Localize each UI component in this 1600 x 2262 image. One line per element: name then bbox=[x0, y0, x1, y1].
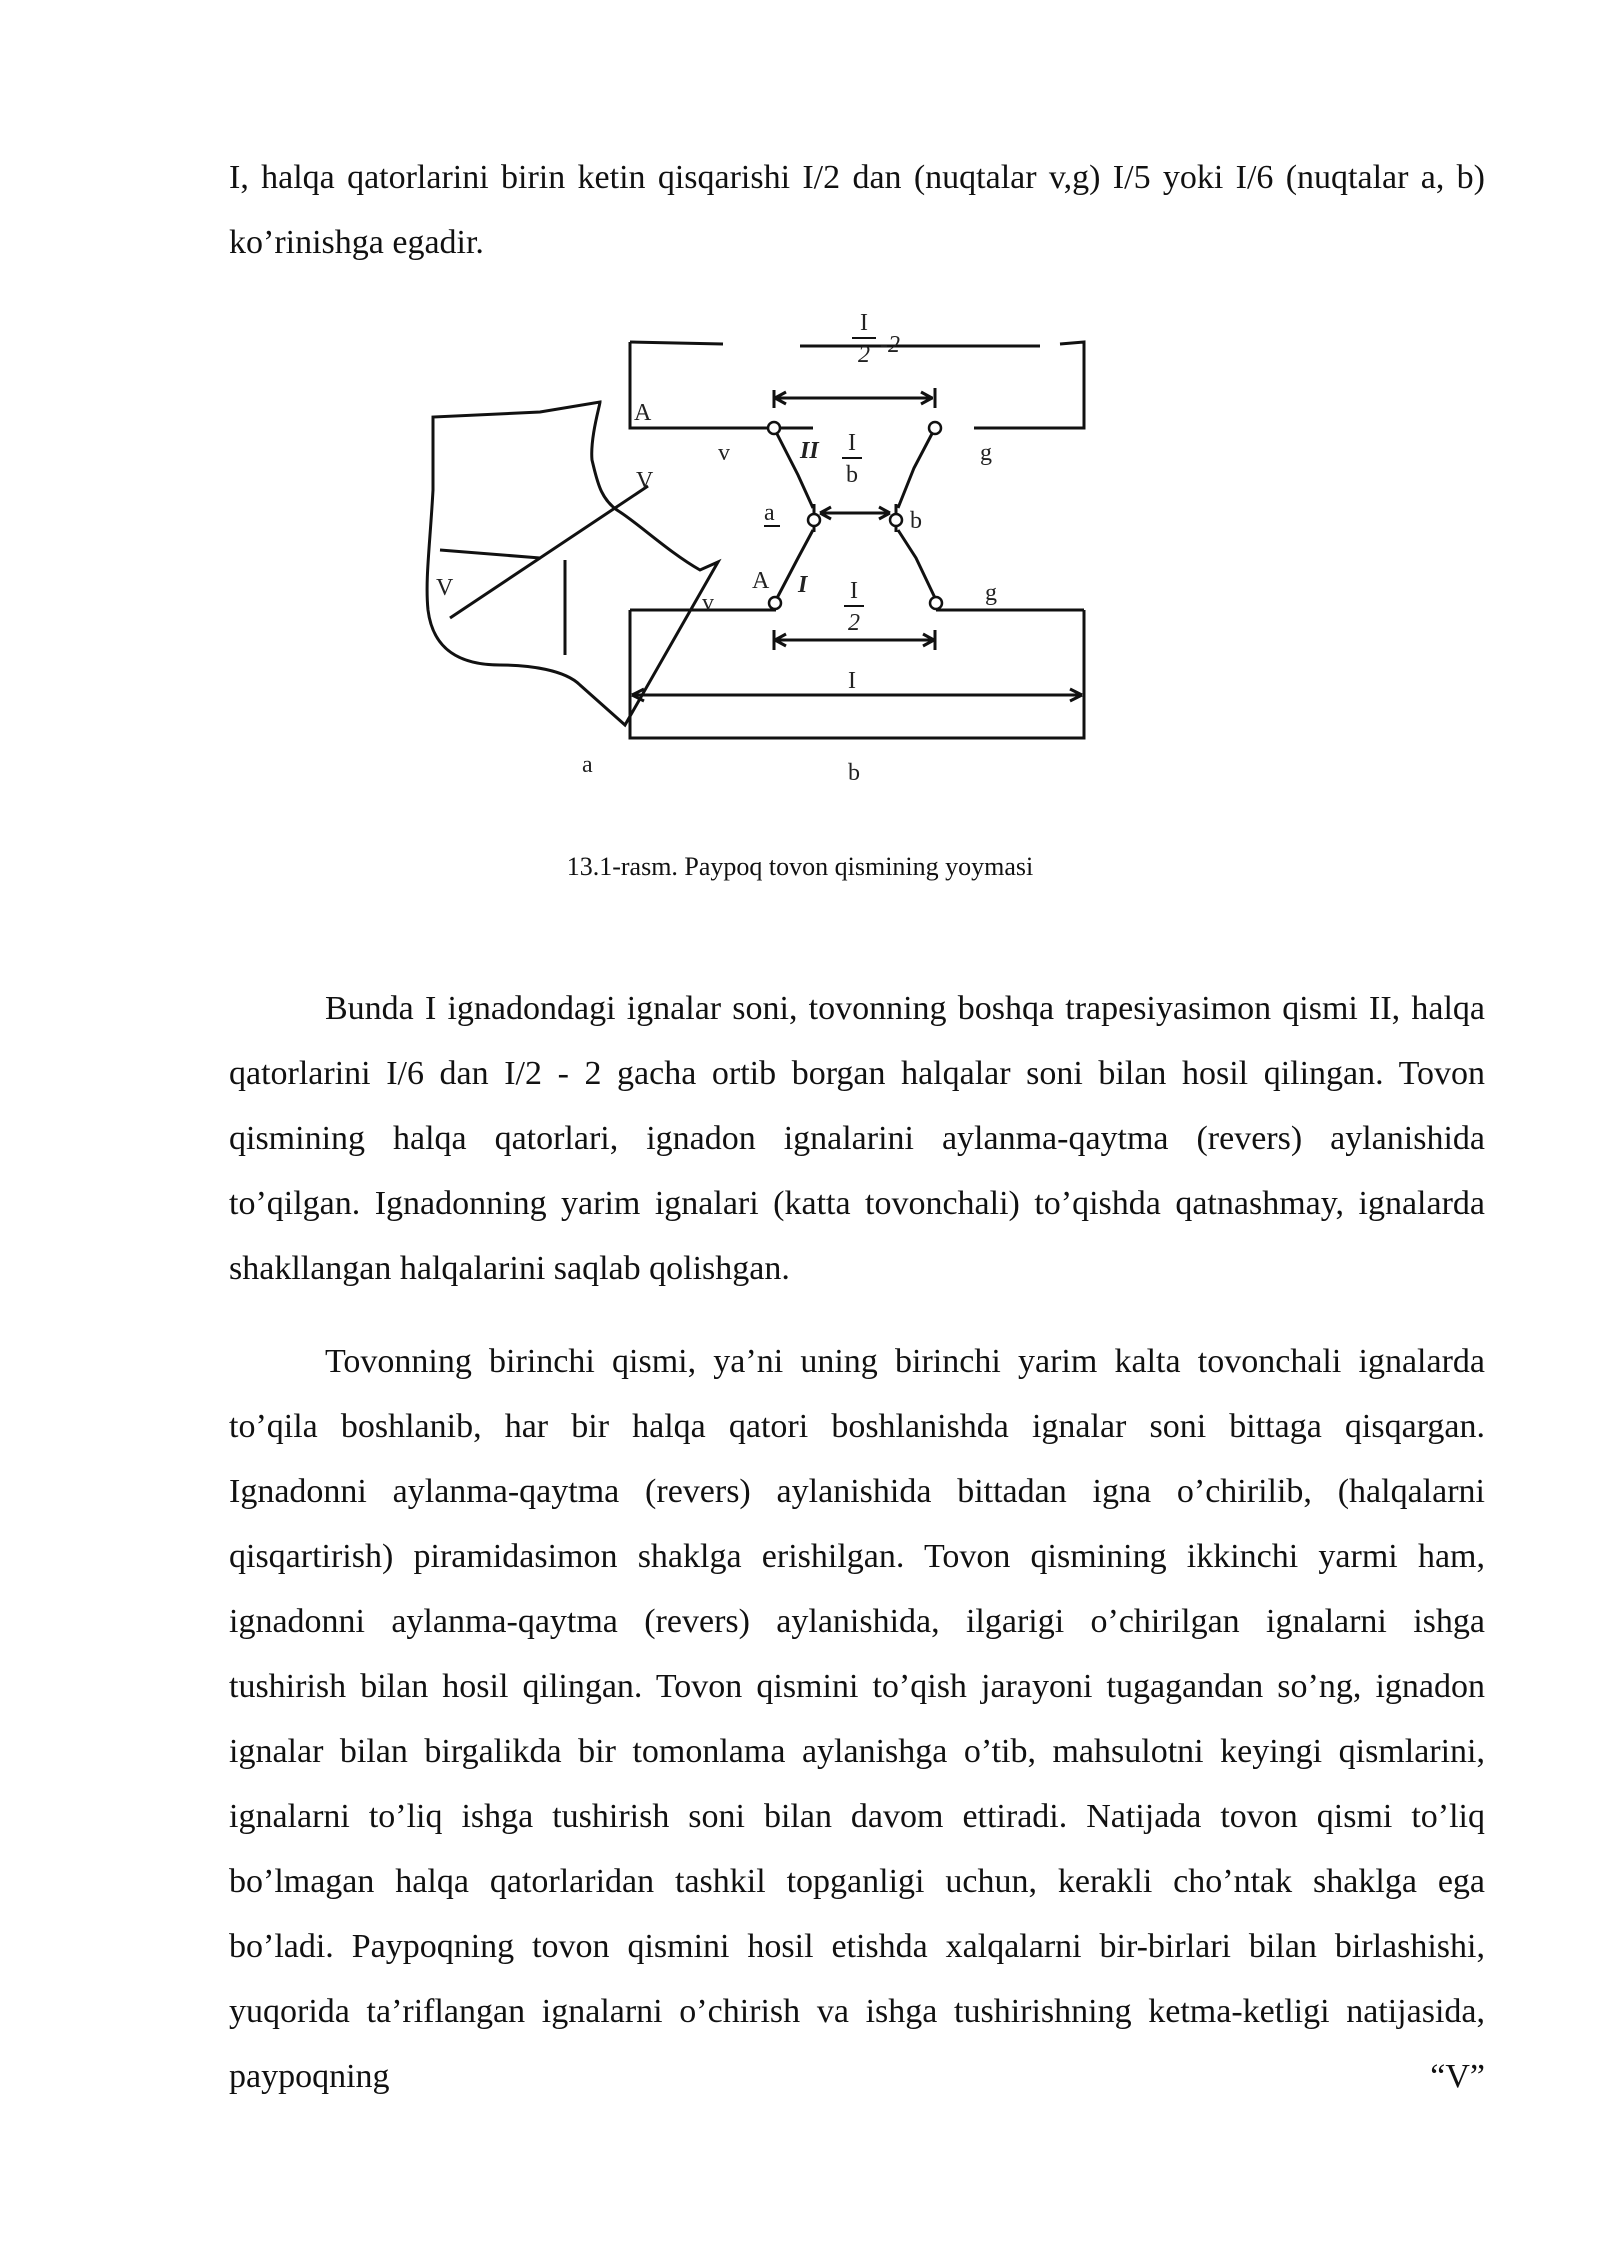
top-fraction-den: 2 bbox=[858, 342, 870, 368]
sublabel-b: b bbox=[848, 760, 860, 786]
sublabel-a: a bbox=[582, 752, 593, 778]
upper-right-edge bbox=[898, 428, 935, 508]
node-v-lower bbox=[769, 597, 781, 609]
figure-b-drawing bbox=[630, 342, 1084, 738]
top-rect-top-left bbox=[630, 342, 723, 344]
label-v-upper: v bbox=[718, 440, 730, 466]
figure-caption: 13.1-rasm. Paypoq tovon qismining yoymasi bbox=[566, 852, 1034, 881]
top-fraction-num: I bbox=[860, 310, 868, 336]
roman-II-label: II bbox=[800, 438, 819, 464]
node-a bbox=[808, 514, 820, 526]
paragraph-1: Bunda I ignadondagi ignalar soni, tovonning boshqa trapesiyasimon qismi II, halqa qatorlarini I/6 dan I/2 - 2 gacha ortib borgan halqalar soni bilan hosil qilingan. Tovon qismining halqa qatorlari, ignadon ignalarini aylanma-qaytma (revers) aylanishida to’qilgan. Ignadonning yarim ignalari (katta tovonchali) to’qishda qatnashmay, ignalarda shakllangan halqalarini saqlab qolishgan. bbox=[229, 990, 1485, 1287]
roman-I-label: I bbox=[798, 572, 808, 598]
figure-a-outline bbox=[427, 402, 718, 725]
label-V-left: V bbox=[436, 575, 454, 601]
lower-left-edge bbox=[776, 530, 813, 600]
top-rect-left bbox=[630, 342, 813, 428]
top-rect-right bbox=[974, 342, 1084, 428]
bottom-dimension-label: I bbox=[848, 668, 856, 694]
node-v-upper bbox=[768, 422, 780, 434]
node-g-upper bbox=[929, 422, 941, 434]
label-g-lower: g bbox=[985, 580, 997, 606]
low-fraction-num: I bbox=[850, 578, 858, 604]
label-A-top: A bbox=[634, 400, 652, 426]
lower-right-edge bbox=[898, 530, 936, 600]
label-V-top: V bbox=[636, 468, 654, 494]
label-A-right: A bbox=[752, 568, 770, 594]
mid-fraction-num: I bbox=[848, 430, 856, 456]
label-b: b bbox=[910, 508, 922, 534]
mid-fraction-den: b bbox=[846, 462, 858, 488]
node-g-lower bbox=[930, 597, 942, 609]
heel-outline-path bbox=[427, 402, 718, 725]
low-fraction-den: 2 bbox=[848, 610, 860, 636]
label-v-lower: v bbox=[702, 590, 714, 616]
label-g-upper: g bbox=[980, 440, 992, 466]
label-a: a bbox=[764, 500, 775, 526]
node-b bbox=[890, 514, 902, 526]
heel-inner-line-1 bbox=[440, 486, 648, 558]
heel-pattern-figure bbox=[400, 300, 1300, 820]
top-minus-two: -2 bbox=[880, 332, 900, 358]
heel-inner-line-3 bbox=[450, 558, 540, 618]
intro-paragraph: I, halqa qatorlarini birin ketin qisqarishi I/2 dan (nuqtalar v,g) I/5 yoki I/6 (nuqtalar a, b) ko’rinishga egadir. bbox=[229, 159, 1485, 261]
paragraph-2: Tovonning birinchi qismi, ya’ni uning birinchi yarim kalta tovonchali ignalarda to’qila boshlanib, har bir halqa qatori boshlanishda ignalar soni bittaga qisqargan. Ignadonni aylanma-qaytma (revers) aylanishida bittadan igna o’chirilib, (halqalarni qisqartirish) piramidasimon shaklga erishilgan. Tovon qismining ikkinchi yarmi ham, ignadonni aylanma-qaytma (revers) aylanishida, ilgarigi o’chirilgan ignalarni ishga tushirish bilan hosil qilingan. Tovon qismini to’qish jarayoni tugagandan so’ng, ignadon ignalar bilan birgalikda bir tomonlama aylanishga o’tib, mahsulotni keyingi qismlarini, ignalarni to’liq ishga tushirish soni bilan davom ettiradi. Natijada tovon qismi to’liq bo’lmagan halqa qatorlaridan tashkil topganligi uchun, kerakli cho’ntak shaklga ega bo’ladi. Paypoqning tovon qismini hosil etishda xalqalarni bir-birlari bilan birlashishi, yuqorida ta’riflangan ignalarni o’chirish va ishga tushirishning ketma-ketligi natijasida, paypoqning “V” bbox=[229, 1343, 1485, 2095]
